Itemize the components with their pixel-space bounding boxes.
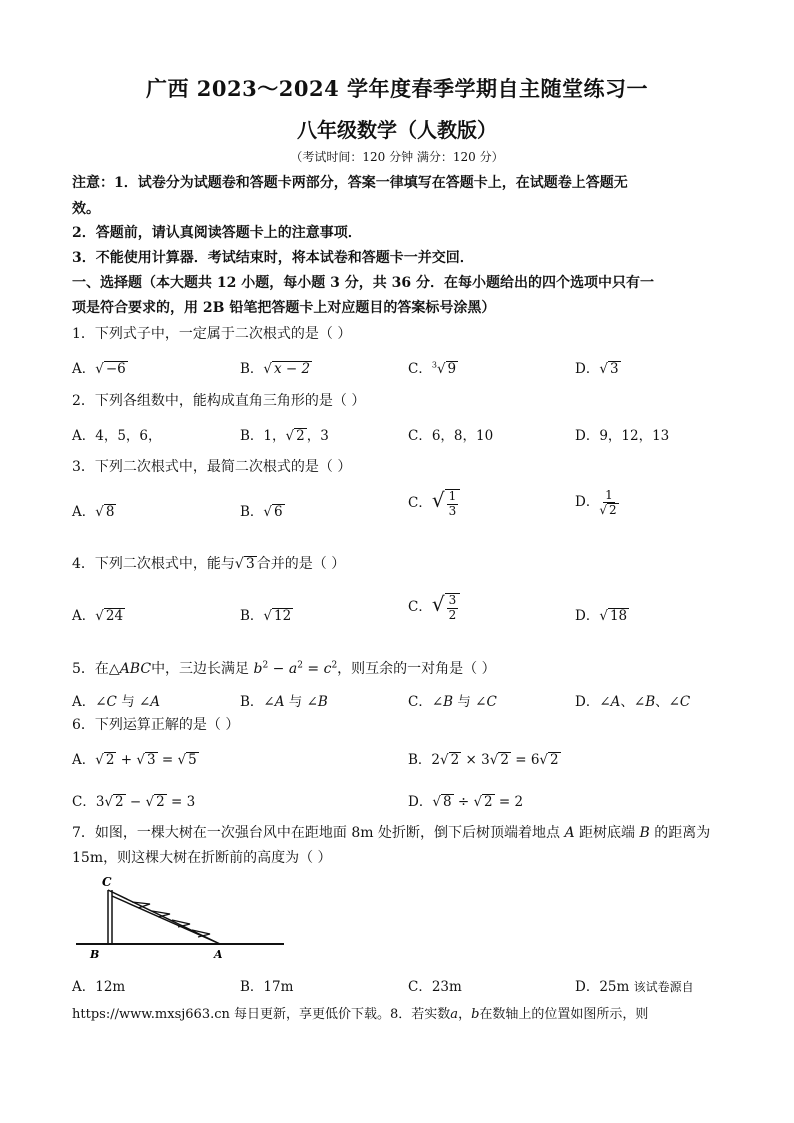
exam-title: 广西 2023～2024 学年度春季学期自主随堂练习一 (145, 76, 648, 101)
q5-option-d: D．∠A、∠B、∠C (575, 694, 691, 710)
broken-tree-figure (72, 870, 292, 962)
q1-option-d: D．√ 3 (575, 361, 619, 377)
question-2: 2．下列各组数中，能构成直角三角形的是（ ） (72, 393, 366, 409)
q7-option-b: B．17m (240, 979, 294, 995)
q6-option-c: C．3√ 2 − √ 2 = 3 (72, 794, 196, 810)
label-c: C (102, 875, 112, 889)
q7-option-c: C．23m (408, 979, 462, 995)
label-a: A (214, 948, 223, 961)
label-b: B (90, 948, 100, 961)
q4-option-c: C．√ $\frac{3}{2}$ (408, 592, 460, 622)
q2-option-b: B．1，√ 2 ，3 (240, 428, 329, 444)
q1-option-b: B．√ x − 2 (240, 361, 311, 377)
note-1-cont: 效。 (72, 201, 100, 217)
note-2: 2．答题前，请认真阅读答题卡上的注意事项． (72, 225, 362, 241)
q4-option-b: B．√ 12 (240, 608, 292, 624)
q3-option-b: B．√ 6 (240, 504, 283, 520)
section-heading-cont: 项是符合要求的，用 2B 铅笔把答题卡上对应题目的答案标号涂黑） (72, 300, 496, 316)
note-1: 注意：1．试卷分为试题卷和答题卡两部分，答案一律填写在答题卡上，在试题卷上答题无 (72, 175, 628, 191)
question-6: 6．下列运算正解的是（ ） (72, 717, 240, 733)
q6-option-a: A．√ 2 + √ 3 = √ 5 (72, 752, 197, 768)
q5-option-a: A．∠C 与 ∠A (72, 694, 161, 710)
q7-option-a: A．12m (72, 979, 126, 995)
q5-option-b: B．∠A 与 ∠B (240, 694, 328, 710)
q1-option-c: C．$^3$√ 9 (408, 360, 457, 377)
q7-option-d: D．25m 该试卷源自 (575, 979, 694, 995)
exam-info: （考试时间：120 分钟 满分：120 分） (290, 150, 504, 164)
q5-option-c: C．∠B 与 ∠C (408, 694, 497, 710)
question-3: 3．下列二次根式中，最简二次根式的是（ ） (72, 459, 352, 475)
question-4: 4．下列二次根式中，能与√ 3 合并的是（ ） (72, 556, 346, 572)
q3-option-a: A．√ 8 (72, 504, 115, 520)
section-heading: 一、选择题（本大题共 12 小题，每小题 3 分，共 36 分．在每小题给出的四个选项中只有一 (72, 275, 654, 291)
q6-option-b: B．2√ 2 × 3√ 2 = 6√ 2 (408, 752, 559, 768)
question-7-cont: 15m，则这棵大树在折断前的高度为（ ） (72, 850, 332, 866)
exam-subtitle: 八年级数学（人教版） (297, 118, 497, 142)
q2-option-a: A．4，5，6， (72, 428, 162, 444)
q2-option-d: D．9，12，13 (575, 428, 670, 444)
footer-line: https://www.mxsj663.cn 每日更新，享更低价下载。8．若实数a，b在数轴上的位置如图所示，则 (72, 1007, 649, 1022)
q2-option-c: C．6，8，10 (408, 428, 494, 444)
source-link[interactable]: https://www.mxsj663.cn 每日更新，享更低价下载。8．若实数 (72, 1007, 451, 1022)
q1-option-a: A．√ −6 (72, 361, 126, 377)
question-5: 5．在△ABC中，三边长满足 $b^2 - a^2 = c^2$，则互余的一对角是（ ） (72, 660, 496, 677)
note-3: 3．不能使用计算器．考试结束时，将本试卷和答题卡一并交回． (72, 250, 474, 266)
q4-option-a: A．√ 24 (72, 608, 124, 624)
question-7: 7．如图，一棵大树在一次强台风中在距地面 8m 处折断，倒下后树顶端着地点 A 距树底端 B 的距离为 (72, 825, 711, 841)
q3-option-d: D． $\frac{1}{√ 2}$ (575, 488, 617, 517)
q6-option-d: D．√ 8 ÷ √ 2 = 2 (408, 794, 524, 810)
q4-option-d: D．√ 18 (575, 608, 628, 624)
fallen-bottom-edge (112, 896, 220, 944)
question-1: 1．下列式子中，一定属于二次根式的是（ ） (72, 326, 352, 342)
q3-option-c: C．√ $\frac{1}{3}$ (408, 488, 460, 518)
